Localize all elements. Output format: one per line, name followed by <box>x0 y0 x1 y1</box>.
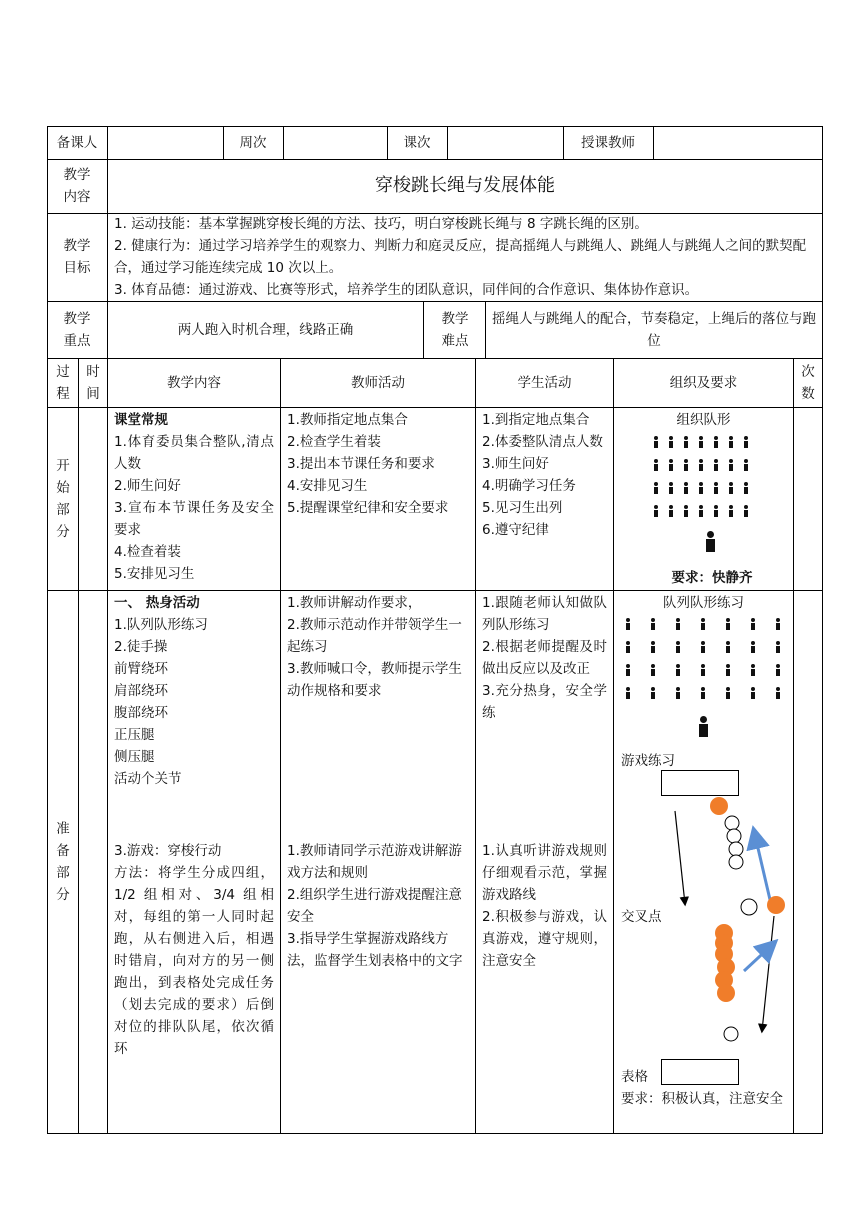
key-points-label: 教学重点 <box>63 310 91 349</box>
preparer-value[interactable] <box>108 126 223 159</box>
route-arrow-down <box>675 811 685 904</box>
target-table-bottom <box>661 1059 739 1085</box>
warmup-item: 正压腿 <box>114 727 155 743</box>
orange-runner-start <box>710 797 728 815</box>
student-figure <box>675 618 681 630</box>
student-figure <box>728 436 734 448</box>
warmup-item: 活动个关节 <box>114 771 182 787</box>
student-figure <box>668 459 674 471</box>
difficulty-label: 教学难点 <box>441 310 469 349</box>
teacher-warmup-item: 1.教师讲解动作要求， <box>287 595 422 611</box>
student-figure <box>728 459 734 471</box>
student-figure <box>650 618 656 630</box>
student-figure <box>700 618 706 630</box>
student-figure <box>683 482 689 494</box>
start-content-item: 4.检查着装 <box>114 544 181 560</box>
col-process: 过程 <box>56 363 70 402</box>
student-figure <box>775 618 781 630</box>
student-figure <box>750 641 756 653</box>
student-figure <box>668 482 674 494</box>
start-student-item: 4.明确学习任务 <box>482 478 576 494</box>
lesson-plan-table <box>47 126 823 1134</box>
game-label: 游戏练习 <box>621 753 675 769</box>
student-figure <box>728 505 734 517</box>
student-figure <box>700 664 706 676</box>
prep-requirement: 要求：积极认真，注意安全 <box>621 1091 783 1107</box>
warmup-item: 肩部绕环 <box>114 683 168 699</box>
student-figure <box>713 436 719 448</box>
student-figure <box>775 687 781 699</box>
start-student-item: 6.遵守纪律 <box>482 522 549 538</box>
col-organization: 组织及要求 <box>669 374 738 391</box>
table-label: 表格 <box>621 1069 648 1085</box>
student-figure <box>698 505 704 517</box>
start-content-item: 1.体育委员集合整队,清点人数 <box>114 434 274 472</box>
warmup-item: 前臂绕环 <box>114 661 168 677</box>
warmup-item: 腹部绕环 <box>114 705 168 721</box>
start-teacher-item: 2.检查学生着装 <box>287 434 381 450</box>
student-figure <box>743 459 749 471</box>
student-figure <box>625 664 631 676</box>
col-teacher: 教师活动 <box>351 374 405 391</box>
student-figure <box>698 436 704 448</box>
start-teacher-item: 3.提出本节课任务和要求 <box>287 456 435 472</box>
teacher-game-item: 2.组织学生进行游戏提醒注意安全 <box>287 887 462 925</box>
lesson-no-label: 课次 <box>403 134 431 151</box>
start-teacher <box>281 409 475 519</box>
student-figure <box>775 664 781 676</box>
start-content <box>108 409 280 585</box>
prep-game-content <box>108 840 280 1060</box>
week-value[interactable] <box>284 126 387 159</box>
start-requirement: 要求：快静齐 <box>671 570 753 586</box>
student-figure <box>650 687 656 699</box>
lesson-no-value[interactable] <box>448 126 563 159</box>
difficulty-text: 摇绳人与跳绳人的配合，节奏稳定，上绳后的落位与跑位 <box>492 310 816 349</box>
start-student-item: 1.到指定地点集合 <box>482 412 590 428</box>
start-org-title: 组织队形 <box>676 412 731 428</box>
student-figure <box>668 436 674 448</box>
student-figure <box>625 618 631 630</box>
student-figure <box>653 459 659 471</box>
student-figure <box>675 641 681 653</box>
student-game-item: 2.积极参与游戏，认真游戏，遵守规则，注意安全 <box>482 909 607 969</box>
student-figure <box>725 641 731 653</box>
route-arrow-down-2 <box>762 916 774 1031</box>
goals-label: 教学目标 <box>63 238 91 276</box>
student-figure <box>743 505 749 517</box>
start-content-title: 课堂常规 <box>114 412 168 428</box>
student-figure <box>750 618 756 630</box>
student-figure <box>653 505 659 517</box>
student-figure <box>743 436 749 448</box>
warmup-title: 一、 热身活动 <box>114 595 200 611</box>
student-figure <box>775 641 781 653</box>
student-figure <box>713 482 719 494</box>
warmup-item: 1.队列队形练习 <box>114 617 208 633</box>
goal-item: 3. 体育品德：通过游戏、比赛等形式，培养学生的团队意识，同伴间的合作意识、集体协作意识。 <box>114 282 699 298</box>
student-figure <box>725 687 731 699</box>
student-figure <box>728 482 734 494</box>
route-arrow-up <box>754 831 771 904</box>
student-figure <box>675 664 681 676</box>
student-warmup-item: 1.跟随老师认知做队列队形练习 <box>482 595 607 633</box>
student-figure <box>668 505 674 517</box>
start-content-item: 3.宣布本节课任务及安全要求 <box>114 500 274 538</box>
student-figure <box>698 459 704 471</box>
warmup-item: 侧压腿 <box>114 749 155 765</box>
student-figure <box>750 664 756 676</box>
prep-student-warmup <box>476 592 613 724</box>
teacher-game-item: 1.教师请同学示范游戏讲解游戏方法和规则 <box>287 843 462 881</box>
teacher-game-item: 3.指导学生掌握游戏路线方法，监督学生划表格中的文字 <box>287 931 463 969</box>
student-figure <box>725 618 731 630</box>
start-student-item: 2.体委整队清点人数 <box>482 434 603 450</box>
student-figure <box>625 641 631 653</box>
start-student-item: 3.师生问好 <box>482 456 549 472</box>
warmup-item: 2.徒手操 <box>114 639 168 655</box>
game-title: 3.游戏：穿梭行动 <box>114 843 222 859</box>
student-figure <box>683 505 689 517</box>
goals-list <box>108 213 822 301</box>
teacher-figure <box>698 716 708 737</box>
start-content-item: 2.师生问好 <box>114 478 181 494</box>
lesson-title: 穿梭跳长绳与发展体能 <box>375 175 555 196</box>
key-points-text: 两人跑入时机合理，线路正确 <box>177 321 354 338</box>
student-figure <box>650 641 656 653</box>
prep-student-game <box>476 840 613 972</box>
teacher-figure <box>705 531 715 552</box>
student-warmup-item: 2.根据老师提醒及时做出反应以及改正 <box>482 639 607 677</box>
prep-teacher-game <box>281 840 475 972</box>
student-warmup-item: 3.充分热身，安全学练 <box>482 683 607 721</box>
teacher-warmup-item: 2.教师示范动作并带领学生一起练习 <box>287 617 462 655</box>
goal-item: 2. 健康行为：通过学习培养学生的观察力、判断力和庭灵反应，提高摇绳人与跳绳人、跳绳人与跳绳人之间的默契配合，通过学习能连续完成 10 次以上。 <box>114 238 807 276</box>
student-figure <box>698 482 704 494</box>
student-figure <box>653 482 659 494</box>
goal-item: 1. 运动技能：基本掌握跳穿梭长绳的方法、技巧，明白穿梭跳长绳与 8 字跳长绳的区别。 <box>114 216 648 232</box>
student-figure <box>713 505 719 517</box>
start-teacher-item: 5.提醒课堂纪律和安全要求 <box>287 500 449 516</box>
student-game-item: 1.认真听讲游戏规则仔细观看示范，掌握游戏路线 <box>482 843 607 903</box>
teacher-warmup-item: 3.教师喊口令，教师提示学生动作规格和要求 <box>287 661 462 699</box>
student-figure <box>743 482 749 494</box>
col-student: 学生活动 <box>517 374 572 391</box>
preparer-label: 备课人 <box>56 134 98 151</box>
prep-teacher-warmup <box>281 592 475 702</box>
student-figure <box>700 687 706 699</box>
prep-warmup-content <box>108 592 280 790</box>
start-content-item: 5.安排见习生 <box>114 566 195 582</box>
student-figure <box>750 687 756 699</box>
start-section-name: 开始部分 <box>56 458 70 540</box>
student-figure <box>650 664 656 676</box>
week-label: 周次 <box>239 134 267 151</box>
start-student <box>476 409 613 541</box>
student-figure <box>713 459 719 471</box>
col-time: 时间 <box>86 363 100 402</box>
student-figure <box>653 436 659 448</box>
student-figure <box>725 664 731 676</box>
start-student-item: 5.见习生出列 <box>482 500 563 516</box>
student-figure <box>700 641 706 653</box>
prep-section-name: 准备部分 <box>56 821 70 903</box>
prep-org-title: 队列队形练习 <box>663 595 744 611</box>
col-content: 教学内容 <box>167 374 221 391</box>
start-teacher-item: 4.安排见习生 <box>287 478 368 494</box>
content-label: 教学内容 <box>63 167 91 205</box>
game-description: 方法：将学生分成四组，1/2 组相对、3/4 组相对，每组的第一人同时起跑，从右侧进入后，相遇时错肩，向对方的另一侧跑出，到表格处完成任务（划去完成的要求）后倒对位的排队队尾，依次循环 <box>114 865 274 1057</box>
student-figure <box>625 687 631 699</box>
cross-label: 交叉点 <box>621 909 662 925</box>
teacher-label: 授课教师 <box>581 134 635 151</box>
start-teacher-item: 1.教师指定地点集合 <box>287 412 408 428</box>
student-figure <box>683 459 689 471</box>
student-figure <box>683 436 689 448</box>
col-times: 次数 <box>801 363 815 402</box>
teacher-value[interactable] <box>654 126 822 159</box>
student-figure <box>675 687 681 699</box>
